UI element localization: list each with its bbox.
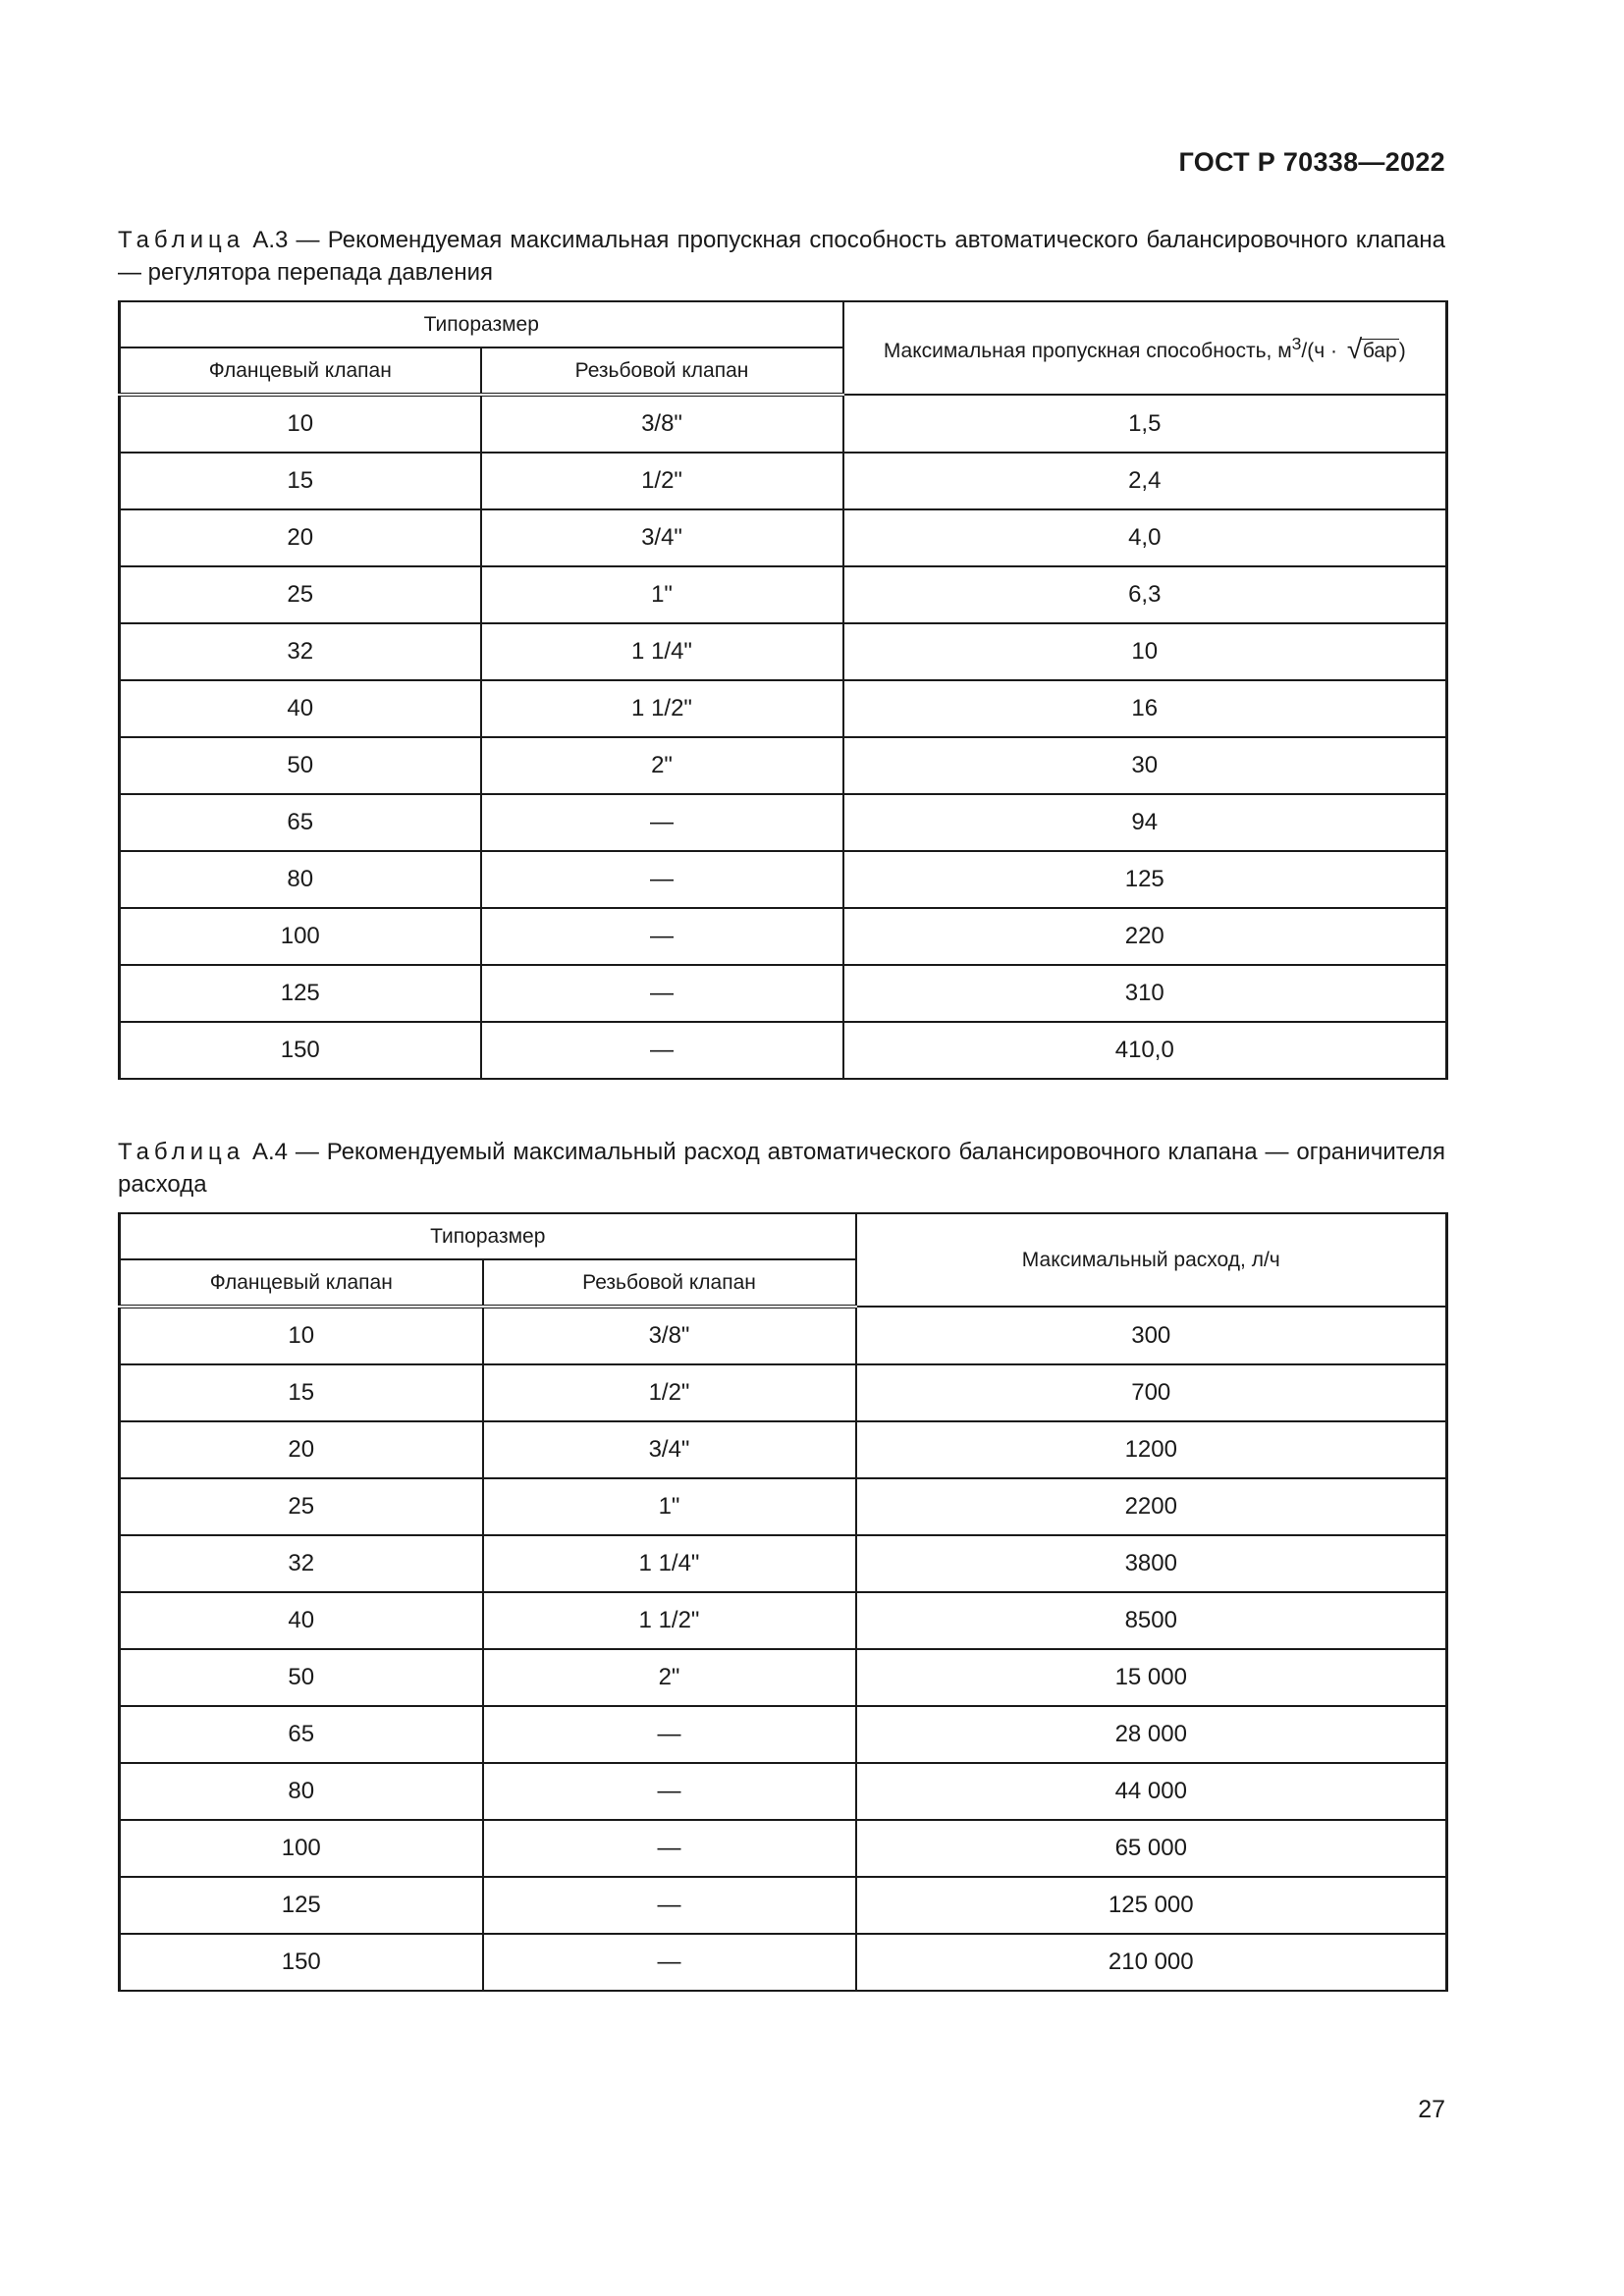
table-a4-caption [118, 1136, 1445, 1201]
document-code: ГОСТ Р 70338—2022 [1178, 147, 1445, 177]
table-a4-col3-header: Максимальный расход, л/ч [856, 1213, 1447, 1307]
cell-value: 310 [843, 965, 1447, 1022]
cell-flange: 100 [120, 908, 481, 965]
cell-thread: 1 1/2" [483, 1592, 856, 1649]
cell-thread: 1 1/4" [483, 1535, 856, 1592]
cell-flange: 150 [120, 1022, 481, 1079]
cell-flange: 10 [120, 1307, 483, 1364]
cell-value: 300 [856, 1307, 1447, 1364]
cell-flange: 50 [120, 1649, 483, 1706]
col3-header-radicand: бар [1362, 339, 1397, 362]
cell-thread: — [481, 794, 843, 851]
table-row [120, 1820, 1447, 1877]
cell-flange: 80 [120, 851, 481, 908]
col3-header-prefix: Максимальная пропускная способность, м [883, 339, 1292, 362]
table-row [120, 1478, 1447, 1535]
table-row [120, 965, 1447, 1022]
cell-thread: 1/2" [481, 453, 843, 509]
table-row [120, 680, 1447, 737]
table-a3-caption-label: Таблица [118, 227, 245, 253]
table-row [120, 1535, 1447, 1592]
table-a4-caption-text: А.4 — Рекомендуемый максимальный расход автоматического балансировочного клапана — ограничителя расхода [118, 1139, 1445, 1198]
cell-flange: 150 [120, 1934, 483, 1991]
cell-value: 210 000 [856, 1934, 1447, 1991]
cell-thread: 1 1/4" [481, 623, 843, 680]
cell-flange: 32 [120, 1535, 483, 1592]
cell-thread: 3/4" [483, 1421, 856, 1478]
cell-thread: 3/8" [483, 1307, 856, 1364]
table-row [120, 453, 1447, 509]
table-row [120, 566, 1447, 623]
cell-value: 410,0 [843, 1022, 1447, 1079]
cell-thread: — [481, 965, 843, 1022]
table-row [120, 623, 1447, 680]
cell-value: 94 [843, 794, 1447, 851]
col3-header-sup: 3 [1291, 333, 1302, 353]
cell-value: 125 000 [856, 1877, 1447, 1934]
cell-flange: 50 [120, 737, 481, 794]
cell-flange: 80 [120, 1763, 483, 1820]
cell-value: 28 000 [856, 1706, 1447, 1763]
cell-thread: 3/4" [481, 509, 843, 566]
cell-value: 65 000 [856, 1820, 1447, 1877]
table-row [120, 1877, 1447, 1934]
table-row [120, 1592, 1447, 1649]
cell-value: 1200 [856, 1421, 1447, 1478]
cell-flange: 65 [120, 1706, 483, 1763]
cell-thread: 1 1/2" [481, 680, 843, 737]
table-row [120, 1649, 1447, 1706]
cell-value: 220 [843, 908, 1447, 965]
cell-flange: 25 [120, 1478, 483, 1535]
cell-thread: — [483, 1934, 856, 1991]
cell-value: 15 000 [856, 1649, 1447, 1706]
cell-flange: 100 [120, 1820, 483, 1877]
table-a4-caption-label: Таблица [118, 1139, 245, 1165]
table-a3-col1-header: Фланцевый клапан [120, 347, 481, 395]
cell-flange: 20 [120, 509, 481, 566]
table-row [120, 395, 1447, 453]
table-row [120, 509, 1447, 566]
sqrt-symbol [1347, 340, 1399, 363]
table-a3 [118, 300, 1448, 1080]
cell-value: 700 [856, 1364, 1447, 1421]
table-a4 [118, 1212, 1448, 1992]
cell-flange: 40 [120, 1592, 483, 1649]
page-number: 27 [1418, 2096, 1445, 2123]
cell-thread: — [483, 1877, 856, 1934]
cell-thread: — [483, 1820, 856, 1877]
cell-thread: 2" [483, 1649, 856, 1706]
table-a4-col2-header: Резьбовой клапан [483, 1259, 856, 1307]
cell-flange: 15 [120, 1364, 483, 1421]
cell-flange: 10 [120, 395, 481, 453]
cell-value: 8500 [856, 1592, 1447, 1649]
cell-thread: 2" [481, 737, 843, 794]
table-row [120, 1364, 1447, 1421]
table-row [120, 1763, 1447, 1820]
cell-value: 16 [843, 680, 1447, 737]
cell-flange: 32 [120, 623, 481, 680]
col3-header-mid: /(ч · [1301, 339, 1343, 362]
cell-thread: — [481, 908, 843, 965]
cell-thread: — [483, 1763, 856, 1820]
cell-flange: 15 [120, 453, 481, 509]
table-row [120, 794, 1447, 851]
cell-value: 44 000 [856, 1763, 1447, 1820]
cell-value: 10 [843, 623, 1447, 680]
col3-header-suffix: ) [1398, 339, 1406, 362]
table-a4-col1-header: Фланцевый клапан [120, 1259, 483, 1307]
cell-flange: 40 [120, 680, 481, 737]
table-row [120, 1022, 1447, 1079]
table-row [120, 1421, 1447, 1478]
cell-thread: 3/8" [481, 395, 843, 453]
cell-flange: 65 [120, 794, 481, 851]
table-a3-col3-header [843, 301, 1447, 395]
cell-flange: 20 [120, 1421, 483, 1478]
cell-value: 4,0 [843, 509, 1447, 566]
table-a3-group-header: Типоразмер [120, 301, 843, 347]
table-row [120, 1307, 1447, 1364]
cell-thread: — [481, 1022, 843, 1079]
table-a3-caption-text: А.3 — Рекомендуемая максимальная пропускная способность автоматического балансировочного клапана — регулятора перепада давления [118, 227, 1445, 286]
cell-thread: — [483, 1706, 856, 1763]
table-row [120, 737, 1447, 794]
cell-thread: 1" [483, 1478, 856, 1535]
cell-value: 125 [843, 851, 1447, 908]
cell-value: 2,4 [843, 453, 1447, 509]
cell-value: 30 [843, 737, 1447, 794]
table-a3-caption [118, 224, 1445, 289]
cell-flange: 25 [120, 566, 481, 623]
cell-flange: 125 [120, 965, 481, 1022]
cell-thread: 1" [481, 566, 843, 623]
table-a3-col2-header: Резьбовой клапан [481, 347, 843, 395]
cell-value: 2200 [856, 1478, 1447, 1535]
cell-flange: 125 [120, 1877, 483, 1934]
table-row [120, 1706, 1447, 1763]
table-row [120, 908, 1447, 965]
cell-value: 6,3 [843, 566, 1447, 623]
cell-value: 3800 [856, 1535, 1447, 1592]
table-a4-group-header: Типоразмер [120, 1213, 856, 1259]
cell-thread: — [481, 851, 843, 908]
cell-thread: 1/2" [483, 1364, 856, 1421]
table-row [120, 851, 1447, 908]
cell-value: 1,5 [843, 395, 1447, 453]
table-row [120, 1934, 1447, 1991]
